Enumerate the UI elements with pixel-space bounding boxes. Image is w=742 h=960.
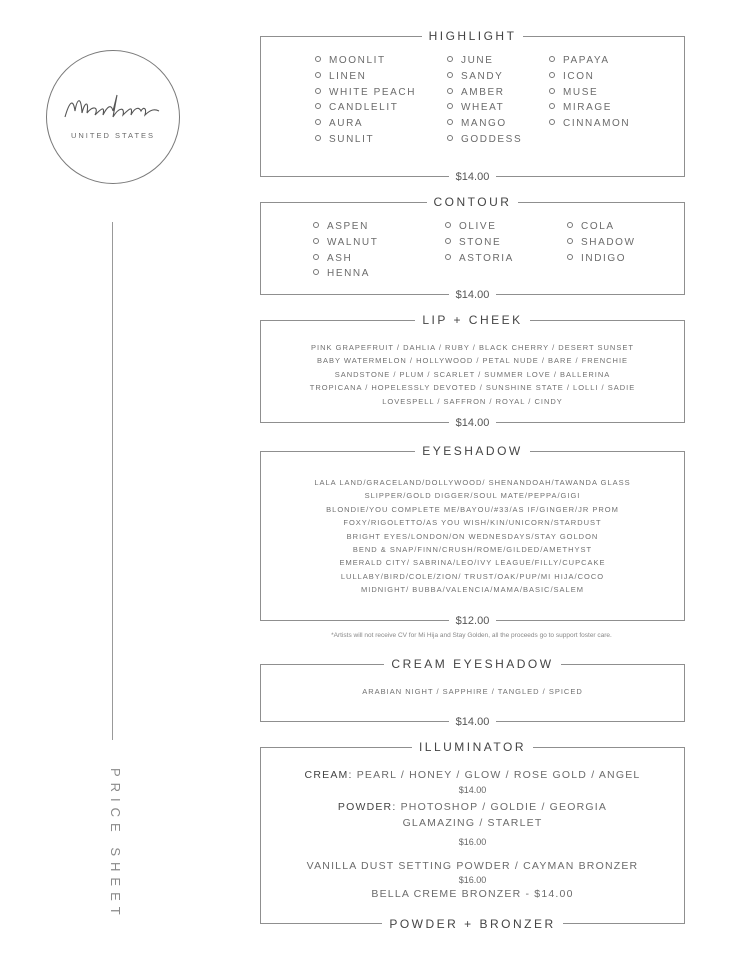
powder-shades-line-2: GLAMAZING / STARLET [402, 817, 543, 829]
illuminator-section [260, 740, 685, 931]
shade-line: PINK GRAPEFRUIT / DAHLIA / RUBY / BLACK CHERRY / DESERT SUNSET [311, 343, 634, 352]
list-item: ICON [549, 69, 630, 85]
brand-logo [46, 50, 180, 184]
shade-line: SANDSTONE / PLUM / SCARLET / SUMMER LOVE / BALLERINA [334, 369, 611, 379]
contour-title: CONTOUR [261, 194, 684, 210]
setting-powder-price: $16.00 [458, 875, 487, 885]
shade-line: LULLABY/BIRD/COLE/ZION/ TRUST/OAK/PUP/MI HIJA/COCO [340, 571, 605, 581]
list-item: MIRAGE [549, 100, 630, 116]
cream-shades: PEARL / HONEY / GLOW / ROSE GOLD / ANGEL [352, 769, 641, 781]
contour-col-3 [567, 219, 636, 266]
eyeshadow-shades [261, 476, 684, 597]
shade-line: BEND & SNAP/FINN/CRUSH/ROME/GILDED/AMETHYST [352, 544, 593, 554]
illuminator-powder-line [261, 801, 684, 813]
side-label-price-sheet: PRICE SHEET [108, 768, 123, 921]
cream-label: CREAM: [304, 769, 353, 781]
highlight-col-2 [447, 53, 522, 148]
cream-eyeshadow-section [260, 657, 685, 728]
eyeshadow-title: EYESHADOW [261, 443, 684, 459]
powder-price: $16.00 [458, 837, 487, 847]
list-item: STONE [445, 235, 514, 251]
lip-cheek-section [260, 313, 685, 429]
shade-line: SLIPPER/GOLD DIGGER/SOUL MATE/PEPPA/GIGI [364, 491, 581, 501]
list-item: AMBER [447, 85, 522, 101]
list-item: COLA [567, 219, 636, 235]
shade-line: BRIGHT EYES/LONDON/ON WEDNESDAYS/STAY GOLDON [346, 531, 599, 541]
illuminator-cream-line [261, 769, 684, 781]
list-item: HENNA [313, 266, 378, 282]
powder-bronzer-title: POWDER + BRONZER [261, 916, 684, 932]
list-item: SANDY [447, 69, 522, 85]
highlight-price: $14.00 [261, 170, 684, 184]
list-item: ASTORIA [445, 251, 514, 267]
list-item: WHITE PEACH [315, 85, 416, 101]
powder-shades: PHOTOSHOP / GOLDIE / GEORGIA [396, 801, 608, 813]
side-rule [112, 222, 113, 740]
highlight-title: HIGHLIGHT [261, 28, 684, 44]
foster-care-note: *Artists will not receive CV for Mi Hija and Stay Golden, all the proceeds go to support foster care. [331, 632, 612, 639]
eyeshadow-section [260, 444, 685, 627]
list-item: AURA [315, 116, 416, 132]
powder-label: POWDER: [337, 801, 397, 813]
shade-line: TROPICANA / HOPELESSLY DEVOTED / SUNSHINE STATE / LOLLI / SADIE [309, 383, 636, 393]
cream-eyeshadow-title: CREAM EYESHADOW [261, 656, 684, 672]
list-item: INDIGO [567, 251, 636, 267]
list-item: CANDLELIT [315, 100, 416, 116]
list-item: SUNLIT [315, 132, 416, 148]
list-item: CINNAMON [549, 116, 630, 132]
highlight-col-3 [549, 53, 630, 132]
list-item: GODDESS [447, 132, 522, 148]
cream-eyeshadow-price: $14.00 [261, 715, 684, 729]
contour-col-1 [313, 219, 378, 282]
list-item: SHADOW [567, 235, 636, 251]
lip-cheek-title: LIP + CHEEK [261, 312, 684, 328]
shade-line: LOVESPELL / SAFFRON / ROYAL / CINDY [382, 396, 563, 406]
list-item: OLIVE [445, 219, 514, 235]
list-item: ASPEN [313, 219, 378, 235]
shade-line: FOXY/RIGOLETTO/AS YOU WISH/KIN/UNICORN/STARDUST [343, 518, 602, 528]
bronzer-line: BELLA CREME BRONZER - $14.00 [371, 888, 574, 900]
logo-script-mark [47, 51, 179, 183]
eyeshadow-price: $12.00 [261, 614, 684, 628]
list-item: WALNUT [313, 235, 378, 251]
illuminator-title: ILLUMINATOR [261, 739, 684, 755]
shade-line: BABY WATERMELON / HOLLYWOOD / PETAL NUDE / BARE / FRENCHIE [316, 356, 629, 366]
contour-section [260, 195, 685, 301]
shade-line: BLONDIE/YOU COMPLETE ME/BAYOU/#33/AS IF/GINGER/JR PROM [326, 504, 619, 514]
list-item: ASH [313, 251, 378, 267]
lip-cheek-price: $14.00 [261, 416, 684, 430]
shade-line: LALA LAND/GRACELAND/DOLLYWOOD/ SHENANDOAH/TAWANDA GLASS [314, 478, 631, 487]
list-item: WHEAT [447, 100, 522, 116]
highlight-section [260, 29, 685, 183]
shade-line: MIDNIGHT/ BUBBA/VALENCIA/MAMA/BASIC/SALEM [361, 585, 584, 595]
contour-col-2 [445, 219, 514, 266]
contour-price: $14.00 [261, 288, 684, 302]
cream-price: $14.00 [458, 785, 487, 795]
list-item: MOONLIT [315, 53, 416, 69]
list-item: PAPAYA [549, 53, 630, 69]
setting-powder-line: VANILLA DUST SETTING POWDER / CAYMAN BRONZER [306, 860, 639, 872]
shade-line: ARABIAN NIGHT / SAPPHIRE / TANGLED / SPICED [362, 687, 583, 696]
list-item: MUSE [549, 85, 630, 101]
highlight-col-1 [315, 53, 416, 148]
list-item: LINEN [315, 69, 416, 85]
brand-country: UNITED STATES [70, 131, 156, 140]
lip-cheek-shades [261, 341, 684, 408]
shade-line: EMERALD CITY/ SABRINA/LEO/IVY LEAGUE/FILLY/CUPCAKE [339, 558, 606, 568]
cream-eyeshadow-shades [261, 685, 684, 698]
list-item: JUNE [447, 53, 522, 69]
list-item: MANGO [447, 116, 522, 132]
